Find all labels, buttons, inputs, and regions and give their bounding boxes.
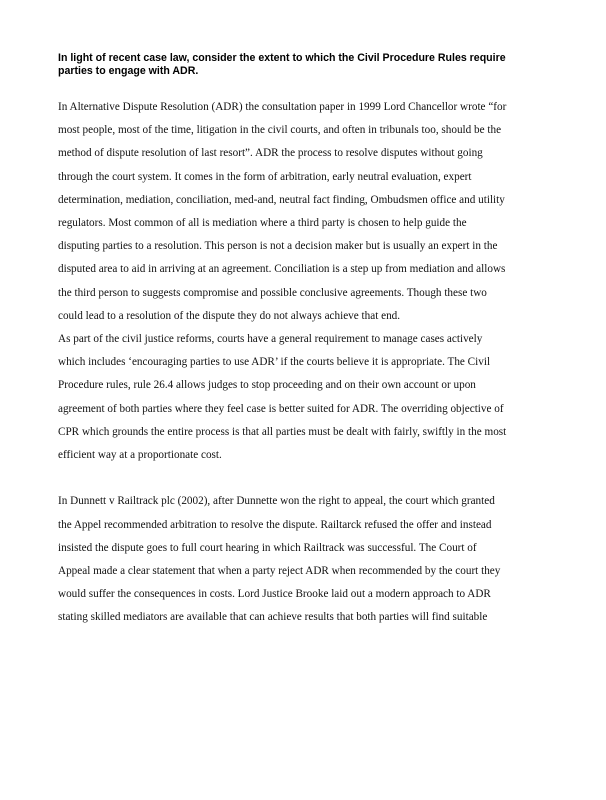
text-line: In Dunnett v Railtrack plc (2002), after Dunnette won the right to appeal, the court which granted <box>58 495 495 508</box>
text-line: As part of the civil justice reforms, courts have a general requirement to manage cases actively <box>58 333 483 346</box>
heading-line: In light of recent case law, consider the extent to which the Civil Procedure Rules require <box>58 52 506 64</box>
text-line: disputed area to aid in arriving at an agreement. Conciliation is a step up from mediation and allows <box>58 263 506 276</box>
paragraph-dunnett-v-railtrack <box>58 490 558 629</box>
paragraph-spacer <box>58 467 558 490</box>
text-line: determination, mediation, conciliation, med-and, neutral fact finding, Ombudsmen office and utility <box>58 193 505 206</box>
text-line: agreement of both parties where they feel case is better suited for ADR. The overriding objective of <box>58 402 504 415</box>
text-line: CPR which grounds the entire process is that all parties must be dealt with fairly, swiftly in the most <box>58 425 507 438</box>
text-line: stating skilled mediators are available that can achieve results that both parties will find suitable <box>58 611 488 624</box>
text-line: regulators. Most common of all is mediation where a third party is chosen to help guide the <box>58 217 467 230</box>
text-line: disputing parties to a resolution. This person is not a decision maker but is usually an expert in the <box>58 240 498 253</box>
text-line: the Appel recommended arbitration to resolve the dispute. Railtarck refused the offer and instead <box>58 518 492 531</box>
paragraph-adr-introduction <box>58 96 558 328</box>
text-line: would suffer the consequences in costs. Lord Justice Brooke laid out a modern approach to ADR <box>58 588 491 601</box>
essay-body <box>58 96 558 630</box>
text-line: through the court system. It comes in the form of arbitration, early neutral evaluation, expert <box>58 170 472 183</box>
text-line: Appeal made a clear statement that when a party reject ADR when recommended by the court they <box>58 565 501 578</box>
text-line: could lead to a resolution of the dispute they do not always achieve that end. <box>58 309 401 322</box>
text-line: Procedure rules, rule 26.4 allows judges to stop proceeding and on their own account or upon <box>58 379 476 392</box>
heading-line: parties to engage with ADR. <box>58 65 199 77</box>
text-line: the third person to suggests compromise and possible conclusive agreements. Though these two <box>58 286 487 299</box>
essay-question-heading <box>58 52 558 78</box>
text-line: In Alternative Dispute Resolution (ADR) the consultation paper in 1999 Lord Chancellor wrote “for <box>58 101 507 113</box>
text-line: most people, most of the time, litigation in the civil courts, and often in tribunals too, should be the <box>58 124 502 137</box>
text-line: method of dispute resolution of last resort”. ADR the process to resolve disputes without going <box>58 147 483 160</box>
text-line: efficient way at a proportionate cost. <box>58 449 222 462</box>
text-line: insisted the dispute goes to full court hearing in which Railtrack was successful. The Court of <box>58 541 477 554</box>
text-line: which includes ‘encouraging parties to use ADR’ if the courts believe it is appropriate. The Civil <box>58 356 491 369</box>
paragraph-civil-justice-reforms <box>58 328 558 467</box>
